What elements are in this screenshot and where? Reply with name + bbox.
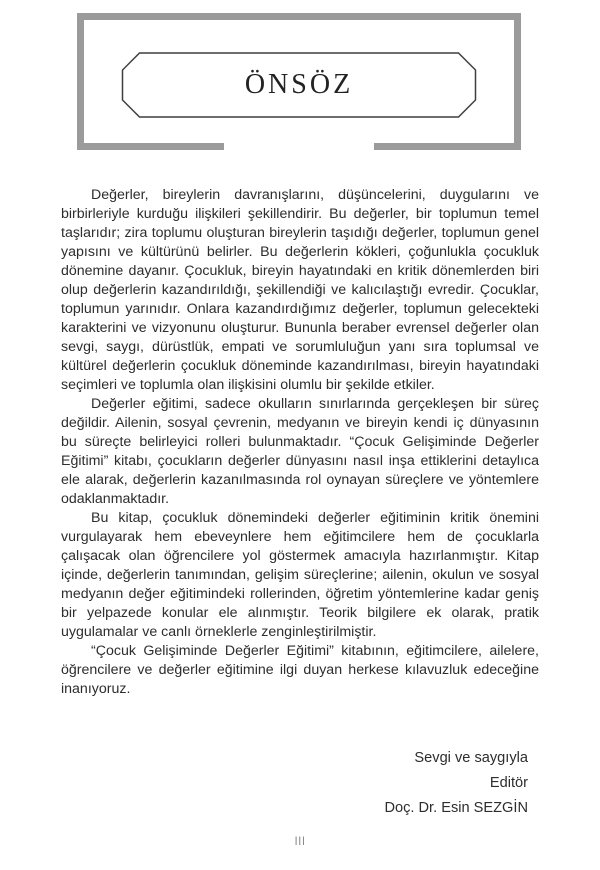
frame-bottom-gap [224,143,374,150]
preface-paragraph-3: Bu kitap, çocukluk dönemindeki değerler eğitiminin kritik önemini vurgulayarak hem ebeveynlere hem eğitimcilere hem de çocuklarla çalışacak olan öğrencilere yol göstermek amacıyla hazırlanmıştır. Kitap içinde, değerlerin tanımından, gelişim süreçlerine; ailenin, okulun ve sosyal medyanın değer eğitimindeki rollerinden, öğretim yöntemlerine kadar geniş bir yelpazede konular ele alınmıştır. Teorik bilgilere ek olarak, pratik uygulamalar ve canlı örneklerle zenginleştirilmiştir. [61,510,539,640]
signature-role: Editör [489,775,528,791]
page-title: ÖNSÖZ [244,69,354,100]
preface-paragraph-4: “Çocuk Gelişiminde Değerler Eğitimi” kitabının, eğitimcilere, ailelere, öğrencilere ve değerler eğitimine ilgi duyan herkese kılavuzluk edeceğine inanıyoruz. [61,643,539,697]
signature-closing: Sevgi ve saygıyla [414,750,528,766]
title-octagon [122,52,477,118]
title-frame [77,13,521,150]
preface-body [61,186,539,699]
signature-block [384,746,528,821]
preface-paragraph-1: Değerler, bireylerin davranışlarını, düşüncelerini, duygularını ve birbirleriyle kurduğu ilişkileri şekillendirir. Bu değerler, bir toplumun temel taşlarıdır; zira toplumu oluşturan bireylerin taşıdığı değerler, toplumun genel yapısını ve kültürünü belirler. Bu değerlerin kökleri, çoğunlukla çocukluk dönemine dayanır. Çocukluk, bireyin hayatındaki en kritik dönemlerden biri olup değerlerin kazandırıldığı, şekillendiği ve kalıcılaştığı evredir. Çocuklar, toplumun yarınıdır. Onlara kazandırdığımız değerler, toplumun gelecekteki karakterini ve vizyonunu oluşturur. Bununla beraber evrensel değerler olan sevgi, saygı, dürüstlük, empati ve sorumluluğun yanı sıra toplumsal ve kültürel değerlerin çocukluk döneminde kazandırılması, bireyin hayatındaki seçimleri ve toplumla olan ilişkisini olumlu bir şekilde etkiler. [61,187,539,393]
preface-paragraph-2: Değerler eğitimi, sadece okulların sınırlarında gerçekleşen bir süreç değildir. Ailenin, sosyal çevrenin, medyanın ve bireyin kendi iç dünyasının bu süreçte belirleyici rolleri bulunmaktadır. “Çocuk Gelişiminde Değerler Eğitimi” kitabı, çocukların değerler dünyasını nasıl inşa ettiklerini detaylıca ele alarak, değerlerin kazanılmasında rol oynayan süreçlere ve yöntemlere odaklanmaktadır. [61,396,539,507]
signature-name: Doç. Dr. Esin SEZGİN [384,800,528,816]
page-number: III [294,836,306,848]
